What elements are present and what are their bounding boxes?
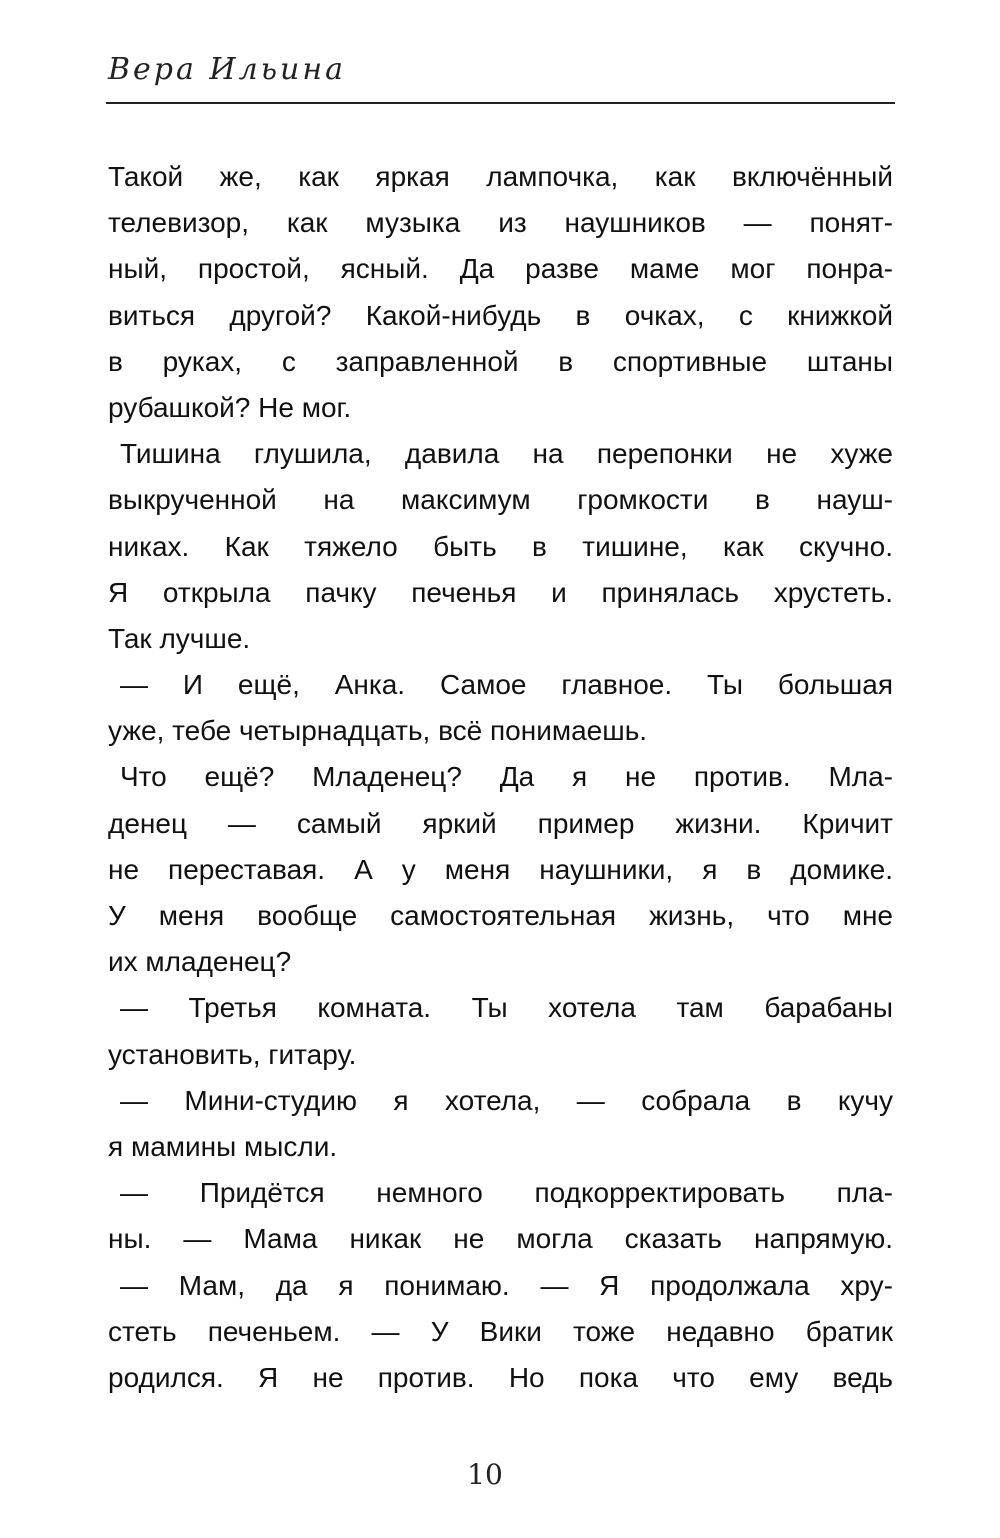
text-line: родился. Я не против. Но пока что ему ведь (108, 1361, 893, 1393)
text-line: Я открыла пачку печенья и принялась хрустеть. (108, 576, 893, 608)
text-line: уже, тебе четырнадцать, всё понимаешь. (108, 715, 648, 747)
text-line: никах. Как тяжело быть в тишине, как скучно. (108, 530, 893, 562)
text-line: — Придётся немного подкорректировать пла- (120, 1177, 893, 1209)
text-line: установить, гитару. (108, 1038, 357, 1070)
text-line: Так лучше. (108, 622, 251, 654)
text-line: в руках, с заправленной в спортивные штаны (108, 345, 893, 377)
text-line: У меня вообще самостоятельная жизнь, что мне (108, 900, 893, 931)
page-number: 10 (467, 1458, 503, 1491)
text-line: их младенец? (108, 946, 292, 978)
text-line: — Мини-студию я хотела, — собрала в кучу (120, 1084, 893, 1116)
text-line: я мамины мысли. (108, 1130, 338, 1162)
text-line: — И ещё, Анка. Самое главное. Ты большая (120, 669, 893, 701)
text-line: Такой же, как яркая лампочка, как включённый (108, 161, 893, 192)
header-rule (106, 102, 895, 104)
text-line: денец — самый яркий пример жизни. Кричит (108, 807, 893, 839)
text-line: ный, простой, ясный. Да разве маме мог понра- (108, 253, 893, 285)
running-header-author: Вера Ильина (108, 52, 346, 87)
text-line: не переставая. А у меня наушники, я в домике. (108, 853, 893, 885)
text-line: телевизор, как музыка из наушников — понят- (108, 207, 893, 239)
text-line: Тишина глушила, давила на перепонки не хуже (120, 438, 893, 470)
text-line: ны. — Мама никак не могла сказать напрямую. (108, 1223, 893, 1255)
text-line: стеть печеньем. — У Вики тоже недавно братик (108, 1315, 893, 1347)
text-line: выкрученной на максимум громкости в науш- (108, 484, 893, 516)
text-line: — Мам, да я понимаю. — Я продолжала хру- (120, 1269, 893, 1301)
text-line: виться другой? Какой-нибудь в очках, с книжкой (108, 299, 893, 331)
text-line: Что ещё? Младенец? Да я не против. Мла- (120, 761, 893, 793)
text-line: рубашкой? Не мог. (108, 391, 352, 423)
body-text (108, 154, 893, 1401)
text-line: — Третья комната. Ты хотела там барабаны (120, 992, 893, 1024)
